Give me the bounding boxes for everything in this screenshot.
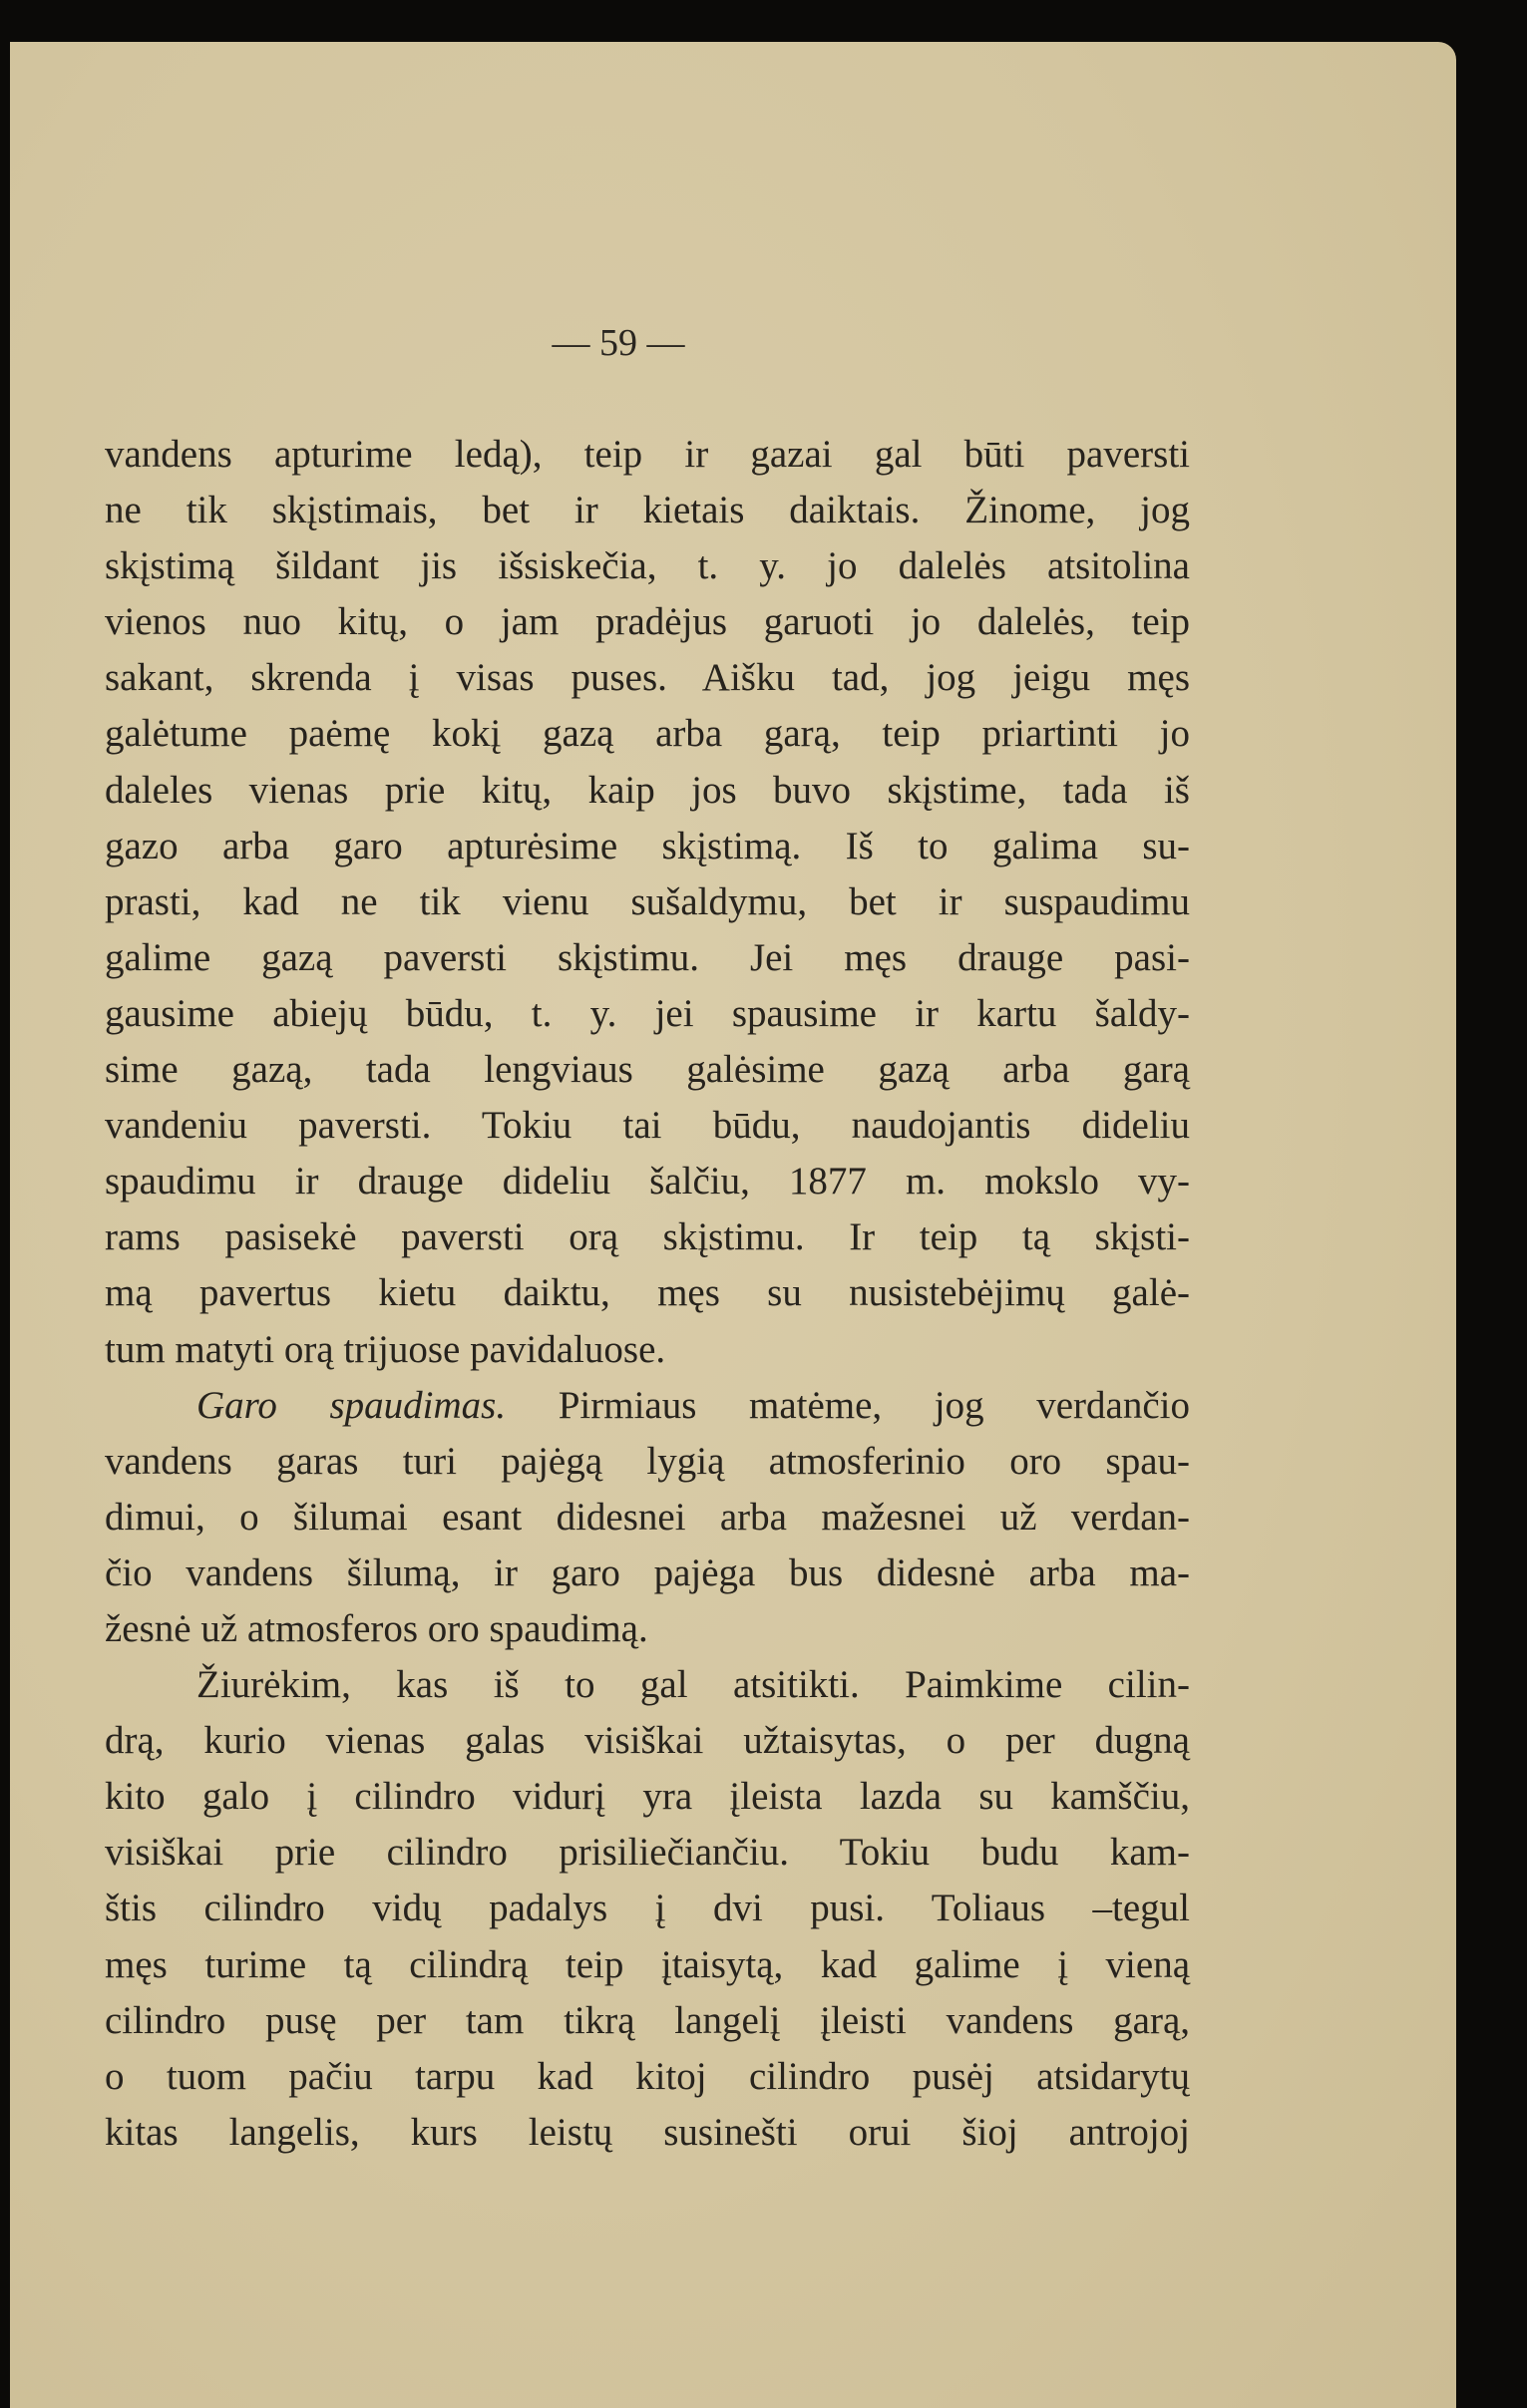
text-line: mą pavertus kietu daiktu, męs su nusistebėjimų galė- xyxy=(105,1271,1190,1315)
text-line: visiškai prie cilindro prisiliečiančiu. Tokiu budu kam- xyxy=(105,1831,1190,1875)
text-line: sime gazą, tada lengviaus galėsime gazą arba garą xyxy=(105,1048,1190,1092)
heading-continuation: Pirmiaus matėme, jog verdančio xyxy=(558,1383,1190,1427)
text-line: čio vandens šilumą, ir garo pajėga bus didesnė arba ma- xyxy=(105,1550,1190,1594)
text-line: kito galo į cilindro vidurį yra įleista lazda su kamščiu, xyxy=(105,1775,1190,1819)
text-line: štis cilindro vidų padalys į dvi pusi. Toliaus –tegul xyxy=(105,1887,1190,1930)
text-line: ne tik skįstimais, bet ir kietais daiktais. Žinome, jog xyxy=(105,489,1190,532)
book-page xyxy=(10,42,1456,2408)
text-line: cilindro pusę per tam tikrą langelį įleisti vandens garą, xyxy=(105,1998,1190,2042)
section-heading-line xyxy=(105,1378,1190,1434)
text-line: gazo arba garo apturėsime skįstimą. Iš to galima su- xyxy=(105,824,1190,867)
body-text xyxy=(105,427,1190,2161)
text-line: galėtume paėmę kokį gazą arba garą, teip priartinti jo xyxy=(105,712,1190,756)
text-line: rams pasisekė paversti orą skįstimu. Ir teip tą skįsti- xyxy=(105,1215,1190,1259)
text-line: vandeniu paversti. Tokiu tai būdu, naudojantis dideliu xyxy=(105,1104,1190,1148)
text-line: spaudimu ir drauge dideliu šalčiu, 1877 m. mokslo vy- xyxy=(105,1160,1190,1204)
text-line: dimui, o šilumai esant didesnei arba mažesnei už verdan- xyxy=(105,1495,1190,1539)
text-line: prasti, kad ne tik vienu sušaldymu, bet ir suspaudimu xyxy=(105,879,1190,923)
text-line: sakant, skrenda į visas puses. Aišku tad, jog jeigu męs xyxy=(105,656,1190,700)
text-line: kitas langelis, kurs leistų susinešti orui šioj antrojoj xyxy=(105,2110,1190,2154)
text-line: vienos nuo kitų, o jam pradėjus garuoti jo dalelės, teip xyxy=(105,600,1190,644)
text-line: męs turime tą cilindrą teip įtaisytą, kad galime į vieną xyxy=(105,1942,1190,1986)
text-line: skįstimą šildant jis išsiskečia, t. y. jo dalelės atsitolina xyxy=(105,544,1190,588)
text-line: o tuom pačiu tarpu kad kitoj cilindro pusėj atsidarytų xyxy=(105,2054,1190,2098)
text-line: galime gazą paversti skįstimu. Jei męs drauge pasi- xyxy=(105,935,1190,979)
text-line: Žiurėkim, kas iš to gal atsitikti. Paimkime cilin- xyxy=(196,1663,1190,1707)
text-line: tum matyti orą trijuose pavidaluose. xyxy=(105,1327,666,1371)
text-line: vandens garas turi pajėgą lygią atmosferinio oro spau- xyxy=(105,1439,1190,1483)
text-line: žesnė už atmosferos oro spaudimą. xyxy=(105,1606,648,1650)
text-line: drą, kurio vienas galas visiškai užtaisytas, o per dugną xyxy=(105,1719,1190,1763)
page-number: — 59 — xyxy=(552,322,685,364)
text-line: vandens apturime ledą), teip ir gazai gal būti paversti xyxy=(105,433,1190,476)
section-heading: Garo spaudimas. xyxy=(196,1383,507,1427)
text-line: gausime abiejų būdu, t. y. jei spausime ir kartu šaldy- xyxy=(105,991,1190,1035)
text-line: daleles vienas prie kitų, kaip jos buvo skįstime, tada iš xyxy=(105,768,1190,812)
